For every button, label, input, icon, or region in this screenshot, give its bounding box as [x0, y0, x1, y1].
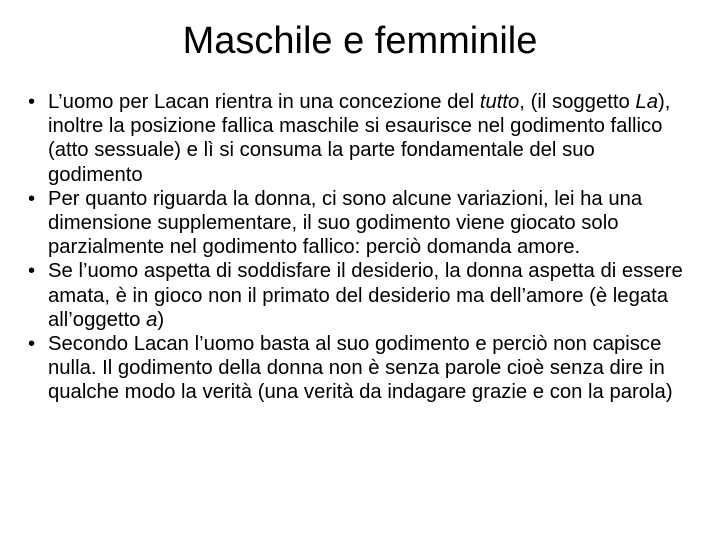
bullet-dot-icon: •: [28, 91, 36, 113]
bullet-text: L’uomo per Lacan rientra in una concezione del tutto, (il soggetto La), inoltre la posizione fallica maschile si esaurisce nel godimento fallico (atto sessuale) e lì si consuma la parte fondamentale del suo godimento: [48, 91, 671, 186]
bullet-item: [28, 332, 692, 405]
slide-title: Maschile e femminile: [182, 20, 538, 62]
bullet-dot-icon: •: [28, 260, 36, 283]
bullet-dot-icon: •: [28, 333, 36, 356]
bullet-item: [28, 90, 692, 187]
bullet-item: [28, 187, 692, 260]
bullet-dot-icon: •: [28, 187, 36, 210]
bullet-item: [28, 259, 692, 332]
bullet-text: Se l’uomo aspetta di soddisfare il desiderio, la donna aspetta di essere amata, è in gioco non il primato del desiderio ma dell’amore (è legata all’oggetto a): [48, 260, 683, 331]
bullet-text: Per quanto riguarda la donna, ci sono alcune variazioni, lei ha una dimensione supplementare, il suo godimento viene giocato solo parzialmente nel godimento fallico: perciò domanda amore.: [48, 187, 643, 259]
bullet-text: Secondo Lacan l’uomo basta al suo godimento e perciò non capisce nulla. Il godimento della donna non è senza parole cioè senza dire in qualche modo la verità (una verità da indagare grazie e con la parola): [48, 333, 673, 404]
bullet-list: [28, 90, 692, 405]
